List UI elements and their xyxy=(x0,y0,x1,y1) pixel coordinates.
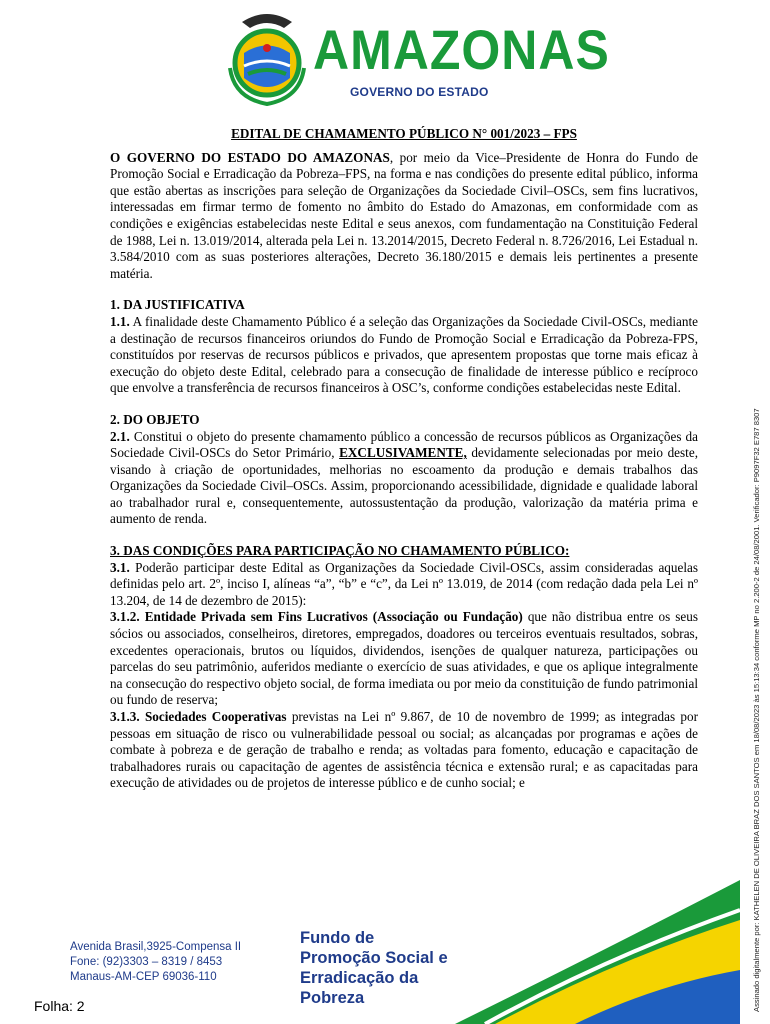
section-3-1 xyxy=(110,560,698,610)
page-number: Folha: 2 xyxy=(34,998,85,1014)
brand-wordmark: AMAZONAS xyxy=(313,18,610,82)
clause-number: 3.1. xyxy=(110,559,130,575)
emphasis-exclusively: EXCLUSIVAMENTE, xyxy=(339,445,467,461)
intro-paragraph xyxy=(110,150,698,283)
coat-of-arms-icon xyxy=(222,8,312,108)
city-line: Manaus-AM-CEP 69036-110 xyxy=(70,971,217,983)
address-line: Avenida Brasil,3925-Compensa II xyxy=(70,941,242,953)
phone-line: Fone: (92)3303 – 8319 / 8453 xyxy=(70,956,223,968)
intro-text: , por meio da Vice–Presidente de Honra do Fundo de Promoção Social e Erradicação da Pobreza–FPS, na forma e nas condições do presente edital público, informa que estão abertas as inscrições para seleção de Organizações da Sociedade Civil–OSCs, sem fins lucrativos, interessadas em firmar termo de fomento no âmbito do Estado do Amazonas, em conformidade com as condições e exigências estabelecidas neste Edital e seus anexos, com fundamentação na Constituição Federal de 1988, Lei n. 13.019/2014, alterada pela Lei n. 13.2014/2015, Decreto Federal n. 8.726/2016, Lei Estadual n. 3.584/2010 com as suas posteriores alterações, Decreto 36.180/2015 e demais leis pertinentes a presente matéria. xyxy=(110,149,698,281)
clause-lead: 3.1.3. Sociedades Cooperativas xyxy=(110,709,287,724)
section-3-1-3 xyxy=(110,709,698,792)
section-1-heading: 1. DA JUSTIFICATIVA xyxy=(110,297,245,313)
clause-number: 2.1. xyxy=(110,428,130,444)
clause-number: 1.1. xyxy=(110,313,130,329)
footer-address xyxy=(70,940,241,985)
clause-text: que não distribua entre os seus sócios ou associados, conselheiros, diretores, empregados, doadores ou terceiros eventuais resultados, sobras, excedentes operacionais, brutos ou líquidos, dividendos, isenções de qualquer natureza, participações ou parcelas do seu patrimônio, auferidos mediante o exercício de suas atividades, e que os aplique integralmente na consecução do respectivo objeto social, de forma imediata ou por meio da constituição de fundo patrimonial ou fundo de reserva; xyxy=(110,609,698,708)
document-title: EDITAL DE CHAMAMENTO PÚBLICO N° 001/2023 – FPS xyxy=(231,126,577,141)
digital-signature-note: Assinado digitalmente por: KATHELEN DE OLIVEIRA BRAZ DOS SANTOS em 18/08/2023 às 15:13:34 conforme MP no 2.200-2 de 24/08/2001. Verificador: P9097F32 E787 8307 xyxy=(752,408,761,1012)
clause-text: Constitui o objeto do presente chamamento público a concessão de recursos públicos as Organizações da Sociedade Civil-OSCs do Setor Primário, xyxy=(110,428,698,461)
section-2-1 xyxy=(110,429,698,529)
clause-text: A finalidade deste Chamamento Público é a seleção das Organizações da Sociedade Civil-OSCs, mediante a destinação de recursos financeiros oriundos do Fundo de Promoção Social e Erradicação da Pobreza-FPS, constituídos por reservas de recursos públicos e privados, que apresentem propostas que torne mais eficaz à execução do objeto deste Edital, celebrado para a consecução de finalidade de interesse público e recíproco que envolve a transferência de recursos financeiros à OSC’s, conforme condições estabelecidas neste Edital. xyxy=(110,313,698,396)
document-body xyxy=(110,126,698,792)
section-2-heading: 2. DO OBJETO xyxy=(110,411,200,427)
section-1-1 xyxy=(110,314,698,397)
brand-subtitle: GOVERNO DO ESTADO xyxy=(350,85,489,99)
page-header xyxy=(0,0,770,115)
clause-text-cont: devidamente selecionadas por meio deste, visando à criação de oportunidades, melhorias no escoamento da produção e demais trabalhos das Organizações da Sociedade Civil–OSCs. Assim, proporcionando acessibilidade, dignidade e qualidade laboral ao trabalhador rural e, consequentemente, autossustentação da produção, valorização da matéria prima e aumento de renda. xyxy=(110,445,698,527)
clause-lead: 3.1.2. Entidade Privada sem Fins Lucrativos (Associação ou Fundação) xyxy=(110,609,523,625)
intro-lead: O GOVERNO DO ESTADO DO AMAZONAS xyxy=(110,149,390,165)
fund-logo-text: Fundo de Promoção Social e Erradicação da Pobreza xyxy=(300,929,448,1007)
section-3-1-2 xyxy=(110,609,698,709)
flag-swoosh-graphic xyxy=(455,880,740,1024)
section-3-heading: 3. DAS CONDIÇÕES PARA PARTICIPAÇÃO NO CHAMAMENTO PÚBLICO: xyxy=(110,543,570,559)
clause-text: previstas na Lei nº 9.867, de 10 de novembro de 1999; as integradas por pessoas em situação de risco ou vulnerabilidade pessoal ou social; as alcançadas por programas e ações de combate à pobreza e de geração de trabalho e renda; as voltadas para fomento, educação e capacitação de trabalhadores rurais ou capacitação de agentes de assistência técnica e extensão rural; e as capacitadas para execução de atividades ou de projetos de interesse público e de cunho social; e xyxy=(110,709,698,791)
clause-text: Poderão participar deste Edital as Organizações da Sociedade Civil-OSCs, assim consideradas aquelas definidas pelo art. 2º, inciso I, alíneas “a”, “b” e “c”, da Lei nº 13.019, de 2014 (com redação dada pela Lei nº 13.204, de 14 de dezembro de 2015): xyxy=(110,559,698,608)
